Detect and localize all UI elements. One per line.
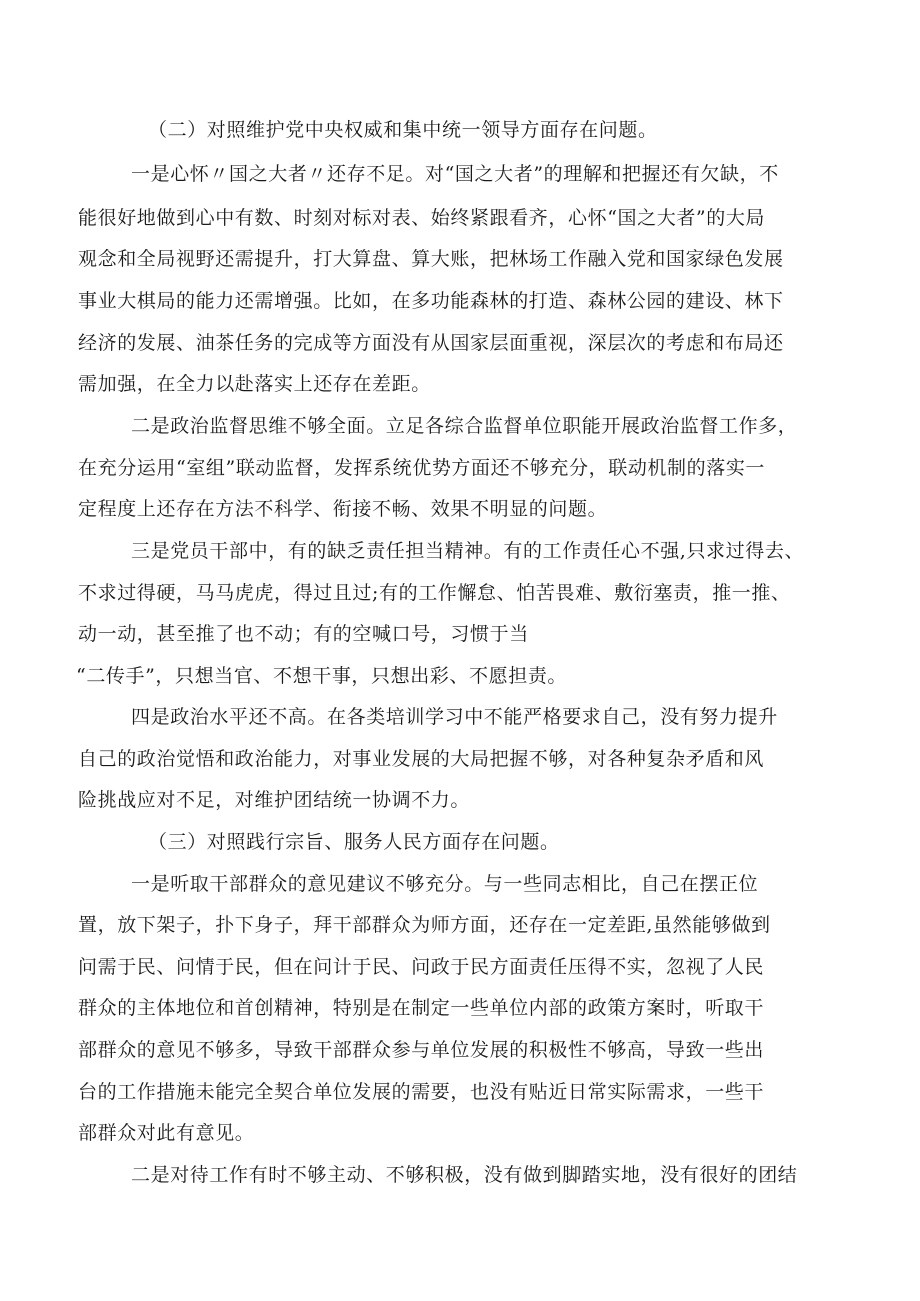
paragraph-line: 经济的发展、油茶任务的完成等方面没有从国家层面重视，深层次的考虑和布局还: [78, 332, 784, 354]
paragraph-line: 能很好地做到心中有数、时刻对标对表、始终紧跟看齐，心怀“国之大者”的大局: [78, 207, 766, 229]
paragraph-line: 问需于民、问情于民，但在问计于民、问政于民方面责任压得不实，忽视了人民: [78, 956, 765, 978]
paragraph-line: “二传手”，只想当官、不想干事，只想出彩、不愿担责。: [76, 665, 568, 687]
paragraph-line: 二是对待工作有时不够主动、不够积极，没有做到脚踏实地，没有很好的团结: [131, 1164, 798, 1186]
paragraph-line: 群众的主体地位和首创精神，特别是在制定一些单位内部的政策方案时，听取干: [78, 997, 765, 1019]
section-heading-2: （二）对照维护党中央权威和集中统一领导方面存在问题。: [148, 119, 658, 141]
paragraph-line: 动一动，甚至推了也不动；有的空喊口号，习惯于当: [78, 623, 529, 645]
paragraph-line: 在充分运用“室组”联动监督，发挥系统优势方面还不够充分，联动机制的落实一: [78, 457, 766, 479]
paragraph-line: 险挑战应对不足，对维护团结统一协调不力。: [78, 789, 471, 811]
paragraph-line: 四是政治水平还不高。在各类培训学习中不能严格要求自己，没有努力提升: [131, 706, 778, 728]
paragraph-line: 三是党员干部中，有的缺乏责任担当精神。有的工作责任心不强,只求过得去、: [131, 540, 805, 562]
paragraph-line: 台的工作措施未能完全契合单位发展的需要，也没有贴近日常实际需求，一些干: [78, 1081, 765, 1103]
paragraph-line: 一是心怀〃国之大者〃还存不足。对“国之大者”的理解和把握还有欠缺，不: [131, 163, 779, 185]
paragraph-line: 二是政治监督思维不够全面。立足各综合监督单位职能开展政治监督工作多，: [131, 415, 798, 437]
paragraph-line: 不求过得硬，马马虎虎，得过且过;有的工作懈怠、怕苦畏难、敷衍塞责，推一推、: [78, 582, 791, 604]
paragraph-line: 自己的政治觉悟和政治能力，对事业发展的大局把握不够，对各种复杂矛盾和风: [78, 748, 765, 770]
paragraph-line: 需加强，在全力以赴落实上还存在差距。: [78, 373, 431, 395]
paragraph-line: 观念和全局视野还需提升，打大算盘、算大账，把林场工作融入党和国家绿色发展: [78, 248, 784, 270]
paragraph-line: 一是听取干部群众的意见建议不够充分。与一些同志相比，自己在摆正位: [131, 873, 759, 895]
paragraph-line: 部群众的意见不够多，导致干部群众参与单位发展的积极性不够高，导致一些出: [78, 1039, 765, 1061]
paragraph-line: 事业大棋局的能力还需增强。比如，在多功能森林的打造、森林公园的建设、林下: [78, 290, 784, 312]
paragraph-line: 部群众对此有意见。: [78, 1122, 255, 1144]
paragraph-line: 定程度上还存在方法不科学、衔接不畅、效果不明显的问题。: [78, 498, 608, 520]
paragraph-line: 置，放下架子，扑下身子，拜干部群众为师方面，还存在一定差距,虽然能够做到: [78, 914, 771, 936]
section-heading-3: （三）对照践行宗旨、服务人民方面存在问题。: [148, 831, 560, 853]
